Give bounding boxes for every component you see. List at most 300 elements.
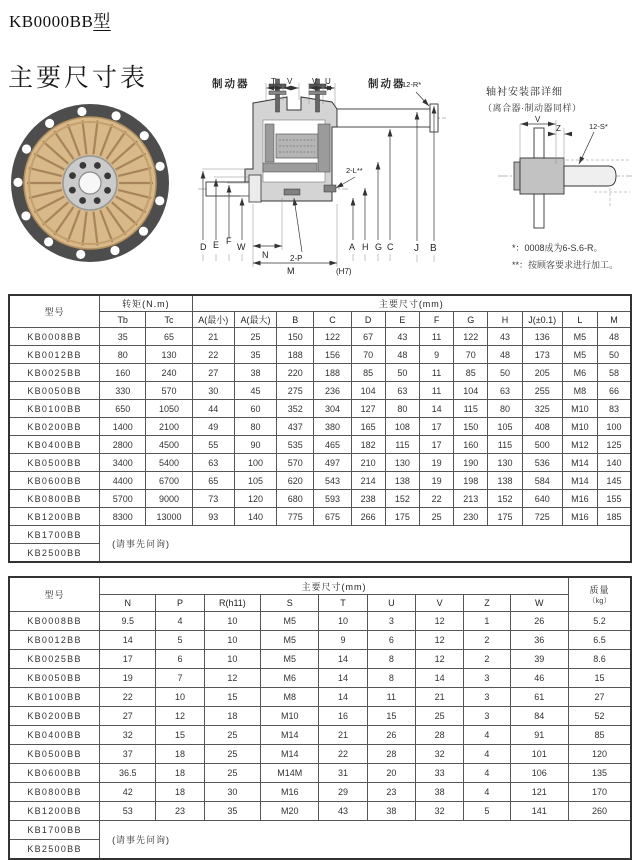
value-cell: 640	[522, 490, 562, 508]
value-cell: 156	[314, 346, 351, 364]
value-cell: 10	[204, 631, 260, 650]
value-cell: 122	[314, 328, 351, 346]
value-cell: 120	[568, 745, 631, 764]
value-cell: 23	[367, 783, 415, 802]
value-cell: 155	[598, 490, 631, 508]
value-cell: 18	[204, 707, 260, 726]
note-line-2: **：按顾客要求进行加工。	[512, 260, 619, 270]
value-cell: 3	[464, 669, 510, 688]
t2-col-header-dims: 主要尺寸(mm)	[100, 577, 569, 595]
value-cell: 14	[319, 650, 367, 669]
value-cell: 140	[598, 454, 631, 472]
col-subheader: E	[385, 312, 419, 328]
table-row	[9, 418, 631, 436]
col-subheader: J(±0.1)	[522, 312, 562, 328]
table-row	[9, 631, 631, 650]
value-cell: 12	[416, 631, 464, 650]
value-cell: 190	[454, 454, 488, 472]
value-cell: 15	[367, 707, 415, 726]
value-cell: 12	[416, 612, 464, 631]
value-cell: M10	[261, 707, 319, 726]
value-cell: 63	[385, 382, 419, 400]
value-cell: 17	[100, 650, 156, 669]
value-cell: 11	[419, 328, 453, 346]
value-cell: M10	[562, 400, 597, 418]
table-row	[9, 745, 631, 764]
value-cell: 60	[234, 400, 276, 418]
value-cell: 43	[488, 328, 522, 346]
value-cell: M6	[261, 669, 319, 688]
model-cell: KB0800BB	[9, 490, 100, 508]
t1-col-header-dims: 主要尺寸(mm)	[192, 295, 631, 312]
value-cell: 29	[319, 783, 367, 802]
col-subheader: D	[351, 312, 385, 328]
value-cell: 9	[319, 631, 367, 650]
photo-center-bore	[79, 172, 101, 194]
value-cell: 173	[522, 346, 562, 364]
value-cell: 4	[464, 726, 510, 745]
value-cell: 650	[100, 400, 146, 418]
dim-label-2p: 2-P	[290, 254, 303, 263]
detail-hub	[520, 158, 564, 194]
value-cell: 21	[192, 328, 234, 346]
detail-key-lower	[534, 194, 544, 228]
table-row	[9, 821, 631, 840]
table-row	[9, 436, 631, 454]
value-cell: 31	[319, 764, 367, 783]
table-row	[9, 707, 631, 726]
value-cell: 12	[204, 669, 260, 688]
value-cell: M5	[261, 612, 319, 631]
value-cell: M6	[562, 364, 597, 382]
value-cell: 497	[314, 454, 351, 472]
model-cell: KB1700BB	[9, 526, 100, 544]
value-cell: M14	[562, 454, 597, 472]
table-row	[9, 328, 631, 346]
value-cell: 198	[454, 472, 488, 490]
value-cell: 18	[156, 783, 204, 802]
product-photo	[4, 100, 180, 270]
value-cell: 44	[192, 400, 234, 418]
value-cell: 21	[319, 726, 367, 745]
dimensions-table-2	[8, 576, 632, 860]
value-cell: 584	[522, 472, 562, 490]
value-cell: 91	[510, 726, 568, 745]
value-cell: 236	[314, 382, 351, 400]
armature-plate	[263, 163, 317, 172]
value-cell: 36	[510, 631, 568, 650]
detail-shaft	[564, 166, 616, 186]
value-cell: 6	[156, 650, 204, 669]
inner-block-right	[318, 124, 330, 172]
col-subheader: V	[416, 595, 464, 612]
value-cell: 3400	[100, 454, 146, 472]
value-cell: 58	[598, 364, 631, 382]
value-cell: M5	[261, 631, 319, 650]
value-cell: M14	[261, 726, 319, 745]
value-cell: M14	[261, 745, 319, 764]
value-cell: 593	[314, 490, 351, 508]
value-cell: M12	[562, 436, 597, 454]
value-cell: 115	[385, 436, 419, 454]
value-cell: 570	[277, 454, 314, 472]
value-cell: 16	[319, 707, 367, 726]
value-cell: 15	[204, 688, 260, 707]
value-cell: 100	[598, 418, 631, 436]
value-cell: 30	[192, 382, 234, 400]
value-cell: 135	[568, 764, 631, 783]
model-cell: KB1200BB	[9, 802, 100, 821]
value-cell: 188	[277, 346, 314, 364]
value-cell: 50	[488, 364, 522, 382]
value-cell: 152	[385, 490, 419, 508]
value-cell: 105	[488, 418, 522, 436]
value-cell: 25	[204, 745, 260, 764]
table-row	[9, 490, 631, 508]
value-cell: M5	[562, 328, 597, 346]
input-shaft	[206, 182, 253, 196]
col-subheader: S	[261, 595, 319, 612]
value-cell: 27	[192, 364, 234, 382]
table-row	[9, 650, 631, 669]
model-cell: KB0200BB	[9, 707, 100, 726]
value-cell: 55	[192, 436, 234, 454]
value-cell: 7	[156, 669, 204, 688]
table-row	[9, 669, 631, 688]
value-cell: 93	[192, 508, 234, 526]
dim-label-f: F	[226, 236, 232, 246]
value-cell: 32	[100, 726, 156, 745]
value-cell: 170	[568, 783, 631, 802]
value-cell: 325	[522, 400, 562, 418]
value-cell: 19	[100, 669, 156, 688]
value-cell: 145	[598, 472, 631, 490]
col-subheader: F	[419, 312, 453, 328]
dim-label-v1: V	[287, 77, 293, 86]
dim-label-n: N	[262, 250, 269, 260]
model-cell: KB0008BB	[9, 328, 100, 346]
detail-subtitle: （离合器·制动器同样）	[483, 103, 582, 113]
value-cell: 63	[192, 454, 234, 472]
value-cell: 25	[204, 726, 260, 745]
value-cell: 266	[351, 508, 385, 526]
model-cell: KB2500BB	[9, 544, 100, 563]
value-cell: M16	[562, 490, 597, 508]
model-cell: KB0012BB	[9, 346, 100, 364]
value-cell: 213	[454, 490, 488, 508]
inner-block-left	[265, 124, 274, 162]
value-cell: 19	[419, 472, 453, 490]
value-cell: 140	[234, 508, 276, 526]
t1-col-header-torque: 转矩(N.m)	[100, 295, 193, 312]
value-cell: 205	[522, 364, 562, 382]
dim-label-12r: 12-R*	[402, 80, 422, 89]
value-cell: 50	[598, 346, 631, 364]
value-cell: M8	[562, 382, 597, 400]
value-cell: 127	[351, 400, 385, 418]
value-cell: 22	[319, 745, 367, 764]
table-row	[9, 802, 631, 821]
value-cell: 3	[367, 612, 415, 631]
col-subheader: N	[100, 595, 156, 612]
value-cell: 38	[367, 802, 415, 821]
value-cell: 175	[488, 508, 522, 526]
value-cell: 138	[488, 472, 522, 490]
value-cell: M5	[261, 650, 319, 669]
t2-col-header-model: 型号	[9, 577, 100, 612]
model-cell: KB0500BB	[9, 745, 100, 764]
page-title-suffix: 型	[93, 12, 111, 31]
value-cell: M5	[562, 346, 597, 364]
value-cell: 48	[598, 328, 631, 346]
model-cell: KB0025BB	[9, 650, 100, 669]
value-cell: 17	[419, 436, 453, 454]
value-cell: 28	[367, 745, 415, 764]
main-cross-section-drawing	[190, 70, 466, 292]
dim-label-j: J	[414, 243, 419, 254]
value-cell: 18	[156, 764, 204, 783]
value-cell: M20	[261, 802, 319, 821]
value-cell: 104	[454, 382, 488, 400]
value-cell: 27	[100, 707, 156, 726]
value-cell: 15	[156, 726, 204, 745]
value-cell: 13000	[146, 508, 192, 526]
value-cell: 61	[510, 688, 568, 707]
t2-col-header-mass	[568, 577, 631, 612]
value-cell: 66	[598, 382, 631, 400]
value-cell: 5	[156, 631, 204, 650]
value-cell: 185	[598, 508, 631, 526]
value-cell: 210	[351, 454, 385, 472]
table-row	[9, 400, 631, 418]
table-row	[9, 764, 631, 783]
value-cell: 150	[277, 328, 314, 346]
value-cell: 25	[416, 707, 464, 726]
value-cell: 2	[464, 631, 510, 650]
value-cell: 101	[510, 745, 568, 764]
value-cell: 14	[319, 688, 367, 707]
brake-label-right: 制动器	[368, 78, 406, 90]
col-subheader: C	[314, 312, 351, 328]
value-cell: 2	[464, 650, 510, 669]
value-cell: 85	[454, 364, 488, 382]
col-subheader: A(最大)	[234, 312, 276, 328]
value-cell: 536	[522, 454, 562, 472]
value-cell: 80	[100, 346, 146, 364]
value-cell: 80	[385, 400, 419, 418]
value-cell: 35	[204, 802, 260, 821]
dim-label-a: A	[349, 242, 356, 252]
value-cell: 14	[100, 631, 156, 650]
detail-labels	[535, 116, 608, 133]
value-cell: 238	[351, 490, 385, 508]
table-row	[9, 472, 631, 490]
table-row	[9, 346, 631, 364]
dim-label-h: H	[362, 242, 369, 252]
output-shaft	[337, 109, 438, 127]
value-cell: 11	[419, 364, 453, 382]
model-cell: KB0600BB	[9, 472, 100, 490]
value-cell: 43	[385, 328, 419, 346]
value-cell: 570	[146, 382, 192, 400]
value-cell: 8	[367, 650, 415, 669]
detail-key-upper	[534, 128, 544, 158]
col-subheader: G	[454, 312, 488, 328]
section-title: 主要尺寸表	[8, 64, 149, 92]
dim-label-d: D	[200, 242, 207, 252]
value-cell: 19	[419, 454, 453, 472]
value-cell: 5	[464, 802, 510, 821]
col-subheader: A(最小)	[192, 312, 234, 328]
page-title	[9, 7, 111, 32]
page-title-model: KB0000BB	[9, 12, 94, 31]
value-cell: 121	[510, 783, 568, 802]
value-cell: 220	[277, 364, 314, 382]
value-cell: 165	[351, 418, 385, 436]
model-cell: KB0600BB	[9, 764, 100, 783]
value-cell: 5700	[100, 490, 146, 508]
value-cell: 36.5	[100, 764, 156, 783]
value-cell: 152	[488, 490, 522, 508]
model-cell: KB0500BB	[9, 454, 100, 472]
dim-label-c: C	[387, 242, 394, 252]
value-cell: 106	[510, 764, 568, 783]
value-cell: 22	[419, 490, 453, 508]
table-row	[9, 688, 631, 707]
value-cell: 32	[416, 745, 464, 764]
value-cell: 70	[351, 346, 385, 364]
value-cell: 100	[234, 454, 276, 472]
dim-label-z-detail: Z	[556, 124, 561, 133]
value-cell: 48	[488, 346, 522, 364]
value-cell: 32	[416, 802, 464, 821]
value-cell: 275	[277, 382, 314, 400]
table-row	[9, 382, 631, 400]
value-cell: 50	[385, 364, 419, 382]
col-subheader: Tb	[100, 312, 146, 328]
model-cell: KB0800BB	[9, 783, 100, 802]
value-cell: 2100	[146, 418, 192, 436]
value-cell: 15	[568, 669, 631, 688]
value-cell: 9.5	[100, 612, 156, 631]
value-cell: 130	[385, 454, 419, 472]
dim-label-v-detail: V	[535, 116, 541, 124]
value-cell: 11	[419, 382, 453, 400]
value-cell: 437	[277, 418, 314, 436]
value-cell: 53	[100, 802, 156, 821]
table-row	[9, 508, 631, 526]
value-cell: 1400	[100, 418, 146, 436]
value-cell: 8	[367, 669, 415, 688]
value-cell: 141	[510, 802, 568, 821]
model-cell: KB0100BB	[9, 688, 100, 707]
value-cell: 130	[488, 454, 522, 472]
model-cell: KB0200BB	[9, 418, 100, 436]
value-cell: 115	[488, 436, 522, 454]
dim-label-g: G	[375, 242, 383, 252]
top-section	[0, 0, 640, 292]
value-cell: 4500	[146, 436, 192, 454]
value-cell: 35	[234, 346, 276, 364]
value-cell: 304	[314, 400, 351, 418]
value-cell: 150	[454, 418, 488, 436]
model-cell: KB1700BB	[9, 821, 100, 840]
value-cell: 27	[568, 688, 631, 707]
value-cell: M14	[562, 472, 597, 490]
value-cell: 240	[146, 364, 192, 382]
value-cell: 9	[419, 346, 453, 364]
col-subheader: Z	[464, 595, 510, 612]
value-cell: 105	[234, 472, 276, 490]
value-cell: 14	[416, 669, 464, 688]
value-cell: 46	[510, 669, 568, 688]
col-subheader: T	[319, 595, 367, 612]
value-cell: 11	[367, 688, 415, 707]
value-cell: 4	[464, 745, 510, 764]
brake-label-left: 制动器	[212, 78, 250, 90]
value-cell: 535	[277, 436, 314, 454]
value-cell: 620	[277, 472, 314, 490]
value-cell: 115	[454, 400, 488, 418]
dim-label-e: E	[213, 240, 220, 250]
value-cell: 255	[522, 382, 562, 400]
value-cell: 84	[510, 707, 568, 726]
detail-notes	[512, 240, 618, 274]
inquiry-note: (请事先问询)	[100, 821, 631, 860]
value-cell: 21	[416, 688, 464, 707]
value-cell: 14	[319, 669, 367, 688]
value-cell: 1	[464, 612, 510, 631]
value-cell: 8.6	[568, 650, 631, 669]
value-cell: 18	[156, 745, 204, 764]
col-subheader: Tc	[146, 312, 192, 328]
dim-label-h7: (H7)	[336, 267, 352, 276]
value-cell: 80	[488, 400, 522, 418]
t2-mass-label: 质量	[589, 585, 610, 595]
col-subheader: L	[562, 312, 597, 328]
value-cell: 48	[385, 346, 419, 364]
value-cell: 380	[314, 418, 351, 436]
value-cell: 2800	[100, 436, 146, 454]
value-cell: 8300	[100, 508, 146, 526]
model-cell: KB0025BB	[9, 364, 100, 382]
value-cell: 330	[100, 382, 146, 400]
value-cell: 90	[234, 436, 276, 454]
value-cell: 160	[100, 364, 146, 382]
value-cell: 49	[192, 418, 234, 436]
model-cell: KB0400BB	[9, 726, 100, 745]
col-subheader: U	[367, 595, 415, 612]
value-cell: 65	[146, 328, 192, 346]
t1-subheader-row	[9, 312, 631, 328]
model-cell: KB0400BB	[9, 436, 100, 454]
detail-title: 轴衬安装部详细	[486, 87, 563, 98]
table-row	[9, 526, 631, 544]
model-cell: KB0100BB	[9, 400, 100, 418]
col-subheader: H	[488, 312, 522, 328]
dim-label-m: M	[287, 266, 295, 276]
value-cell: 120	[234, 490, 276, 508]
value-cell: 1050	[146, 400, 192, 418]
value-cell: 70	[454, 346, 488, 364]
value-cell: 12	[156, 707, 204, 726]
note-line-1: *：0008成为6-S.6-R。	[512, 243, 603, 253]
value-cell: 12	[416, 650, 464, 669]
value-cell: 104	[351, 382, 385, 400]
value-cell: 25	[204, 764, 260, 783]
table-row	[9, 726, 631, 745]
value-cell: 138	[385, 472, 419, 490]
